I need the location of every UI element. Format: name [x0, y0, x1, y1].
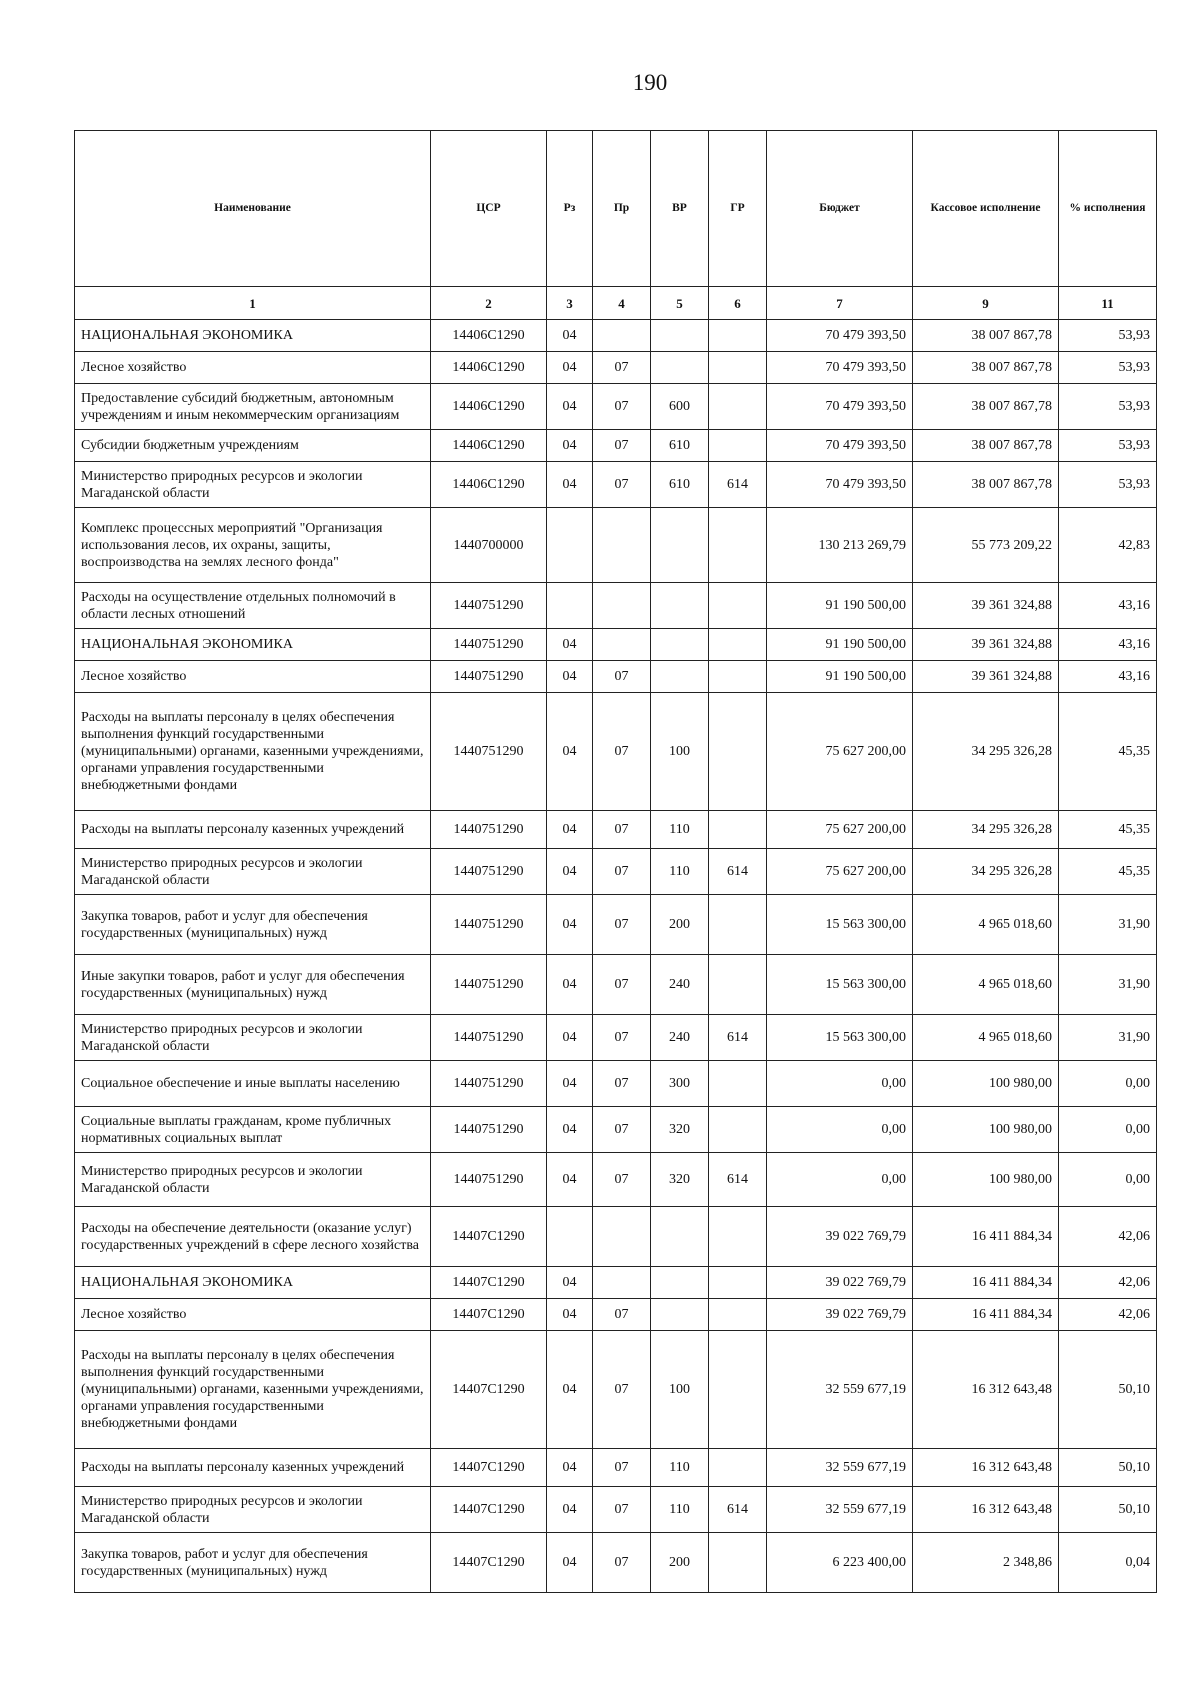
row-csr: 1440751290	[431, 1061, 547, 1107]
row-vr: 100	[651, 693, 709, 811]
row-gr: 614	[709, 1153, 767, 1207]
row-rz	[547, 583, 593, 629]
row-vr: 110	[651, 849, 709, 895]
row-rz: 04	[547, 811, 593, 849]
row-name: Министерство природных ресурсов и экологии Магаданской области	[75, 1487, 431, 1533]
row-kass: 2 348,86	[913, 1533, 1059, 1593]
row-pct: 42,06	[1059, 1299, 1157, 1331]
row-pct: 0,00	[1059, 1061, 1157, 1107]
row-rz: 04	[547, 320, 593, 352]
row-rz: 04	[547, 629, 593, 661]
column-number: 9	[913, 287, 1059, 320]
row-rz: 04	[547, 352, 593, 384]
column-number: 1	[75, 287, 431, 320]
row-pct: 42,06	[1059, 1267, 1157, 1299]
row-pr	[593, 629, 651, 661]
row-kass: 4 965 018,60	[913, 955, 1059, 1015]
row-gr	[709, 508, 767, 583]
row-pct: 45,35	[1059, 693, 1157, 811]
row-kass: 39 361 324,88	[913, 661, 1059, 693]
row-kass: 4 965 018,60	[913, 895, 1059, 955]
row-budget: 32 559 677,19	[767, 1331, 913, 1449]
row-budget: 91 190 500,00	[767, 629, 913, 661]
row-vr: 200	[651, 1533, 709, 1593]
row-pr: 07	[593, 1533, 651, 1593]
row-name: Расходы на обеспечение деятельности (оказание услуг) государственных учреждений в сфере лесного хозяйства	[75, 1207, 431, 1267]
row-kass: 38 007 867,78	[913, 462, 1059, 508]
row-csr: 14406С1290	[431, 430, 547, 462]
row-csr: 14406С1290	[431, 352, 547, 384]
row-name: Лесное хозяйство	[75, 1299, 431, 1331]
row-name: Расходы на осуществление отдельных полномочий в области лесных отношений	[75, 583, 431, 629]
row-pct: 43,16	[1059, 629, 1157, 661]
row-kass: 38 007 867,78	[913, 352, 1059, 384]
row-gr	[709, 1331, 767, 1449]
row-pct: 50,10	[1059, 1449, 1157, 1487]
row-kass: 55 773 209,22	[913, 508, 1059, 583]
row-gr	[709, 320, 767, 352]
row-vr: 610	[651, 430, 709, 462]
row-budget: 15 563 300,00	[767, 955, 913, 1015]
column-number-row	[75, 287, 1157, 320]
row-csr: 1440751290	[431, 661, 547, 693]
header-csr: ЦСР	[431, 131, 547, 287]
row-gr	[709, 693, 767, 811]
row-rz: 04	[547, 1299, 593, 1331]
table-row	[75, 811, 1157, 849]
row-gr	[709, 1107, 767, 1153]
row-pct: 53,93	[1059, 430, 1157, 462]
row-kass: 16 411 884,34	[913, 1207, 1059, 1267]
table-row	[75, 955, 1157, 1015]
row-pr: 07	[593, 849, 651, 895]
row-budget: 39 022 769,79	[767, 1267, 913, 1299]
row-csr: 1440751290	[431, 849, 547, 895]
row-csr: 14407С1290	[431, 1267, 547, 1299]
row-vr	[651, 508, 709, 583]
row-rz	[547, 1207, 593, 1267]
row-pr: 07	[593, 693, 651, 811]
row-csr: 1440751290	[431, 583, 547, 629]
row-pr: 07	[593, 955, 651, 1015]
row-vr: 100	[651, 1331, 709, 1449]
row-gr	[709, 1449, 767, 1487]
row-rz: 04	[547, 1015, 593, 1061]
row-pr: 07	[593, 1331, 651, 1449]
row-budget: 75 627 200,00	[767, 693, 913, 811]
column-number: 6	[709, 287, 767, 320]
table-row	[75, 1299, 1157, 1331]
row-pr	[593, 508, 651, 583]
row-rz: 04	[547, 1061, 593, 1107]
header-name: Наименование	[75, 131, 431, 287]
row-pct: 43,16	[1059, 661, 1157, 693]
row-pct: 53,93	[1059, 352, 1157, 384]
column-number: 3	[547, 287, 593, 320]
table-row	[75, 1487, 1157, 1533]
row-pct: 45,35	[1059, 849, 1157, 895]
row-csr: 14406С1290	[431, 462, 547, 508]
row-pct: 0,04	[1059, 1533, 1157, 1593]
row-rz: 04	[547, 1331, 593, 1449]
row-csr: 1440700000	[431, 508, 547, 583]
row-name: Предоставление субсидий бюджетным, автономным учреждениям и иным некоммерческим организациям	[75, 384, 431, 430]
table-row	[75, 1207, 1157, 1267]
header-pr: Пр	[593, 131, 651, 287]
row-pct: 42,06	[1059, 1207, 1157, 1267]
row-pct: 0,00	[1059, 1153, 1157, 1207]
row-name: Иные закупки товаров, работ и услуг для обеспечения государственных (муниципальных) нужд	[75, 955, 431, 1015]
row-vr: 110	[651, 1487, 709, 1533]
row-pr: 07	[593, 352, 651, 384]
table-row	[75, 462, 1157, 508]
table-row	[75, 1061, 1157, 1107]
row-budget: 75 627 200,00	[767, 849, 913, 895]
row-vr: 110	[651, 1449, 709, 1487]
row-kass: 4 965 018,60	[913, 1015, 1059, 1061]
row-kass: 34 295 326,28	[913, 693, 1059, 811]
row-pct: 53,93	[1059, 462, 1157, 508]
row-kass: 34 295 326,28	[913, 811, 1059, 849]
row-pct: 53,93	[1059, 384, 1157, 430]
row-csr: 14407С1290	[431, 1449, 547, 1487]
header-rz: Рз	[547, 131, 593, 287]
row-budget: 70 479 393,50	[767, 320, 913, 352]
table-row	[75, 1331, 1157, 1449]
row-gr	[709, 583, 767, 629]
row-pr: 07	[593, 811, 651, 849]
column-number: 5	[651, 287, 709, 320]
row-gr	[709, 352, 767, 384]
row-pr: 07	[593, 1015, 651, 1061]
row-vr	[651, 1267, 709, 1299]
row-pct: 31,90	[1059, 955, 1157, 1015]
row-pct: 31,90	[1059, 1015, 1157, 1061]
row-rz: 04	[547, 693, 593, 811]
row-budget: 6 223 400,00	[767, 1533, 913, 1593]
row-csr: 1440751290	[431, 693, 547, 811]
row-pr	[593, 1267, 651, 1299]
row-budget: 130 213 269,79	[767, 508, 913, 583]
header-gr: ГР	[709, 131, 767, 287]
row-budget: 0,00	[767, 1153, 913, 1207]
row-rz: 04	[547, 955, 593, 1015]
row-gr	[709, 1207, 767, 1267]
column-number: 11	[1059, 287, 1157, 320]
row-name: Министерство природных ресурсов и экологии Магаданской области	[75, 1015, 431, 1061]
row-name: НАЦИОНАЛЬНАЯ ЭКОНОМИКА	[75, 1267, 431, 1299]
row-gr	[709, 629, 767, 661]
page-number: 190	[632, 70, 668, 95]
row-rz: 04	[547, 462, 593, 508]
row-csr: 14406С1290	[431, 384, 547, 430]
row-rz: 04	[547, 895, 593, 955]
row-kass: 100 980,00	[913, 1153, 1059, 1207]
row-budget: 70 479 393,50	[767, 352, 913, 384]
row-vr: 320	[651, 1107, 709, 1153]
column-number: 2	[431, 287, 547, 320]
row-vr	[651, 661, 709, 693]
row-pr: 07	[593, 661, 651, 693]
row-csr: 14407С1290	[431, 1207, 547, 1267]
table-row	[75, 693, 1157, 811]
row-rz: 04	[547, 1153, 593, 1207]
row-gr	[709, 955, 767, 1015]
row-pr: 07	[593, 430, 651, 462]
row-budget: 32 559 677,19	[767, 1449, 913, 1487]
row-csr: 14406С1290	[431, 320, 547, 352]
table-row	[75, 320, 1157, 352]
row-pr: 07	[593, 1107, 651, 1153]
row-budget: 0,00	[767, 1061, 913, 1107]
table-row	[75, 352, 1157, 384]
row-budget: 32 559 677,19	[767, 1487, 913, 1533]
row-budget: 70 479 393,50	[767, 462, 913, 508]
row-rz: 04	[547, 1267, 593, 1299]
row-rz: 04	[547, 1487, 593, 1533]
row-kass: 38 007 867,78	[913, 384, 1059, 430]
row-rz: 04	[547, 1533, 593, 1593]
row-gr	[709, 811, 767, 849]
row-vr	[651, 1299, 709, 1331]
row-name: Социальное обеспечение и иные выплаты населению	[75, 1061, 431, 1107]
row-pct: 53,93	[1059, 320, 1157, 352]
row-vr	[651, 320, 709, 352]
row-name: Расходы на выплаты персоналу в целях обеспечения выполнения функций государственными (муниципальными) органами, казенными учреждениями, органами управления государственными внебюджетными фондами	[75, 693, 431, 811]
row-kass: 16 312 643,48	[913, 1331, 1059, 1449]
table-row	[75, 661, 1157, 693]
row-vr	[651, 583, 709, 629]
row-name: Министерство природных ресурсов и экологии Магаданской области	[75, 1153, 431, 1207]
row-vr	[651, 629, 709, 661]
row-csr: 14407С1290	[431, 1487, 547, 1533]
row-kass: 16 312 643,48	[913, 1449, 1059, 1487]
row-pr	[593, 320, 651, 352]
row-gr: 614	[709, 462, 767, 508]
row-name: Социальные выплаты гражданам, кроме публичных нормативных социальных выплат	[75, 1107, 431, 1153]
row-name: Лесное хозяйство	[75, 352, 431, 384]
row-kass: 16 312 643,48	[913, 1487, 1059, 1533]
row-csr: 1440751290	[431, 1153, 547, 1207]
row-budget: 75 627 200,00	[767, 811, 913, 849]
table-row	[75, 1015, 1157, 1061]
row-gr	[709, 1299, 767, 1331]
table-row	[75, 629, 1157, 661]
header-row	[75, 131, 1157, 287]
row-vr	[651, 352, 709, 384]
row-budget: 70 479 393,50	[767, 430, 913, 462]
row-rz: 04	[547, 661, 593, 693]
row-csr: 14407С1290	[431, 1299, 547, 1331]
row-name: Закупка товаров, работ и услуг для обеспечения государственных (муниципальных) нужд	[75, 895, 431, 955]
row-pct: 31,90	[1059, 895, 1157, 955]
row-pr: 07	[593, 1449, 651, 1487]
row-name: Расходы на выплаты персоналу в целях обеспечения выполнения функций государственными (муниципальными) органами, казенными учреждениями, органами управления государственными внебюджетными фондами	[75, 1331, 431, 1449]
header-budget: Бюджет	[767, 131, 913, 287]
row-rz	[547, 508, 593, 583]
row-gr: 614	[709, 1487, 767, 1533]
table-row	[75, 583, 1157, 629]
row-budget: 39 022 769,79	[767, 1207, 913, 1267]
row-csr: 1440751290	[431, 1015, 547, 1061]
row-kass: 34 295 326,28	[913, 849, 1059, 895]
row-kass: 38 007 867,78	[913, 430, 1059, 462]
row-name: Министерство природных ресурсов и экологии Магаданской области	[75, 849, 431, 895]
row-pct: 50,10	[1059, 1331, 1157, 1449]
row-csr: 1440751290	[431, 629, 547, 661]
row-budget: 91 190 500,00	[767, 583, 913, 629]
row-vr: 600	[651, 384, 709, 430]
row-budget: 70 479 393,50	[767, 384, 913, 430]
row-vr: 110	[651, 811, 709, 849]
row-budget: 39 022 769,79	[767, 1299, 913, 1331]
row-kass: 39 361 324,88	[913, 629, 1059, 661]
column-number: 7	[767, 287, 913, 320]
row-vr: 610	[651, 462, 709, 508]
row-budget: 0,00	[767, 1107, 913, 1153]
row-pr: 07	[593, 462, 651, 508]
row-pr: 07	[593, 1487, 651, 1533]
row-gr: 614	[709, 849, 767, 895]
row-budget: 15 563 300,00	[767, 1015, 913, 1061]
row-kass: 100 980,00	[913, 1107, 1059, 1153]
row-pr: 07	[593, 384, 651, 430]
row-csr: 14407С1290	[431, 1533, 547, 1593]
row-csr: 14407С1290	[431, 1331, 547, 1449]
table-body	[75, 320, 1157, 1593]
row-gr	[709, 1061, 767, 1107]
row-name: Расходы на выплаты персоналу казенных учреждений	[75, 811, 431, 849]
row-vr: 300	[651, 1061, 709, 1107]
row-kass: 100 980,00	[913, 1061, 1059, 1107]
row-name: Комплекс процессных мероприятий "Организация использования лесов, их охраны, защиты, воспроизводства на землях лесного фонда"	[75, 508, 431, 583]
row-kass: 39 361 324,88	[913, 583, 1059, 629]
table-row	[75, 1153, 1157, 1207]
row-name: Лесное хозяйство	[75, 661, 431, 693]
row-pr: 07	[593, 1061, 651, 1107]
row-csr: 1440751290	[431, 895, 547, 955]
row-gr	[709, 430, 767, 462]
row-pct: 45,35	[1059, 811, 1157, 849]
row-name: Закупка товаров, работ и услуг для обеспечения государственных (муниципальных) нужд	[75, 1533, 431, 1593]
row-rz: 04	[547, 430, 593, 462]
table-row	[75, 1449, 1157, 1487]
row-csr: 1440751290	[431, 811, 547, 849]
row-vr: 240	[651, 1015, 709, 1061]
table-row	[75, 895, 1157, 955]
row-kass: 16 411 884,34	[913, 1299, 1059, 1331]
row-gr	[709, 661, 767, 693]
row-name: НАЦИОНАЛЬНАЯ ЭКОНОМИКА	[75, 320, 431, 352]
table-row	[75, 384, 1157, 430]
table-row	[75, 1533, 1157, 1593]
row-pr: 07	[593, 1153, 651, 1207]
row-budget: 91 190 500,00	[767, 661, 913, 693]
row-name: Расходы на выплаты персоналу казенных учреждений	[75, 1449, 431, 1487]
row-gr	[709, 895, 767, 955]
header-kass: Кассовое исполнение	[913, 131, 1059, 287]
row-name: Субсидии бюджетным учреждениям	[75, 430, 431, 462]
row-gr	[709, 384, 767, 430]
row-name: НАЦИОНАЛЬНАЯ ЭКОНОМИКА	[75, 629, 431, 661]
row-budget: 15 563 300,00	[767, 895, 913, 955]
row-pct: 42,83	[1059, 508, 1157, 583]
row-csr: 1440751290	[431, 955, 547, 1015]
row-gr	[709, 1267, 767, 1299]
budget-table	[74, 130, 1157, 1593]
row-csr: 1440751290	[431, 1107, 547, 1153]
row-gr: 614	[709, 1015, 767, 1061]
header-pct: % исполнения	[1059, 131, 1157, 287]
row-rz: 04	[547, 1107, 593, 1153]
header-vr: ВР	[651, 131, 709, 287]
row-pr	[593, 1207, 651, 1267]
row-gr	[709, 1533, 767, 1593]
table-row	[75, 430, 1157, 462]
row-name: Министерство природных ресурсов и экологии Магаданской области	[75, 462, 431, 508]
row-rz: 04	[547, 849, 593, 895]
table-row	[75, 1107, 1157, 1153]
row-vr: 240	[651, 955, 709, 1015]
row-vr: 200	[651, 895, 709, 955]
row-pr	[593, 583, 651, 629]
table-row	[75, 508, 1157, 583]
row-kass: 16 411 884,34	[913, 1267, 1059, 1299]
row-vr: 320	[651, 1153, 709, 1207]
table-row	[75, 849, 1157, 895]
row-pr: 07	[593, 1299, 651, 1331]
row-pr: 07	[593, 895, 651, 955]
row-rz: 04	[547, 384, 593, 430]
row-pct: 43,16	[1059, 583, 1157, 629]
row-rz: 04	[547, 1449, 593, 1487]
table-row	[75, 1267, 1157, 1299]
row-vr	[651, 1207, 709, 1267]
row-pct: 50,10	[1059, 1487, 1157, 1533]
row-pct: 0,00	[1059, 1107, 1157, 1153]
row-kass: 38 007 867,78	[913, 320, 1059, 352]
column-number: 4	[593, 287, 651, 320]
